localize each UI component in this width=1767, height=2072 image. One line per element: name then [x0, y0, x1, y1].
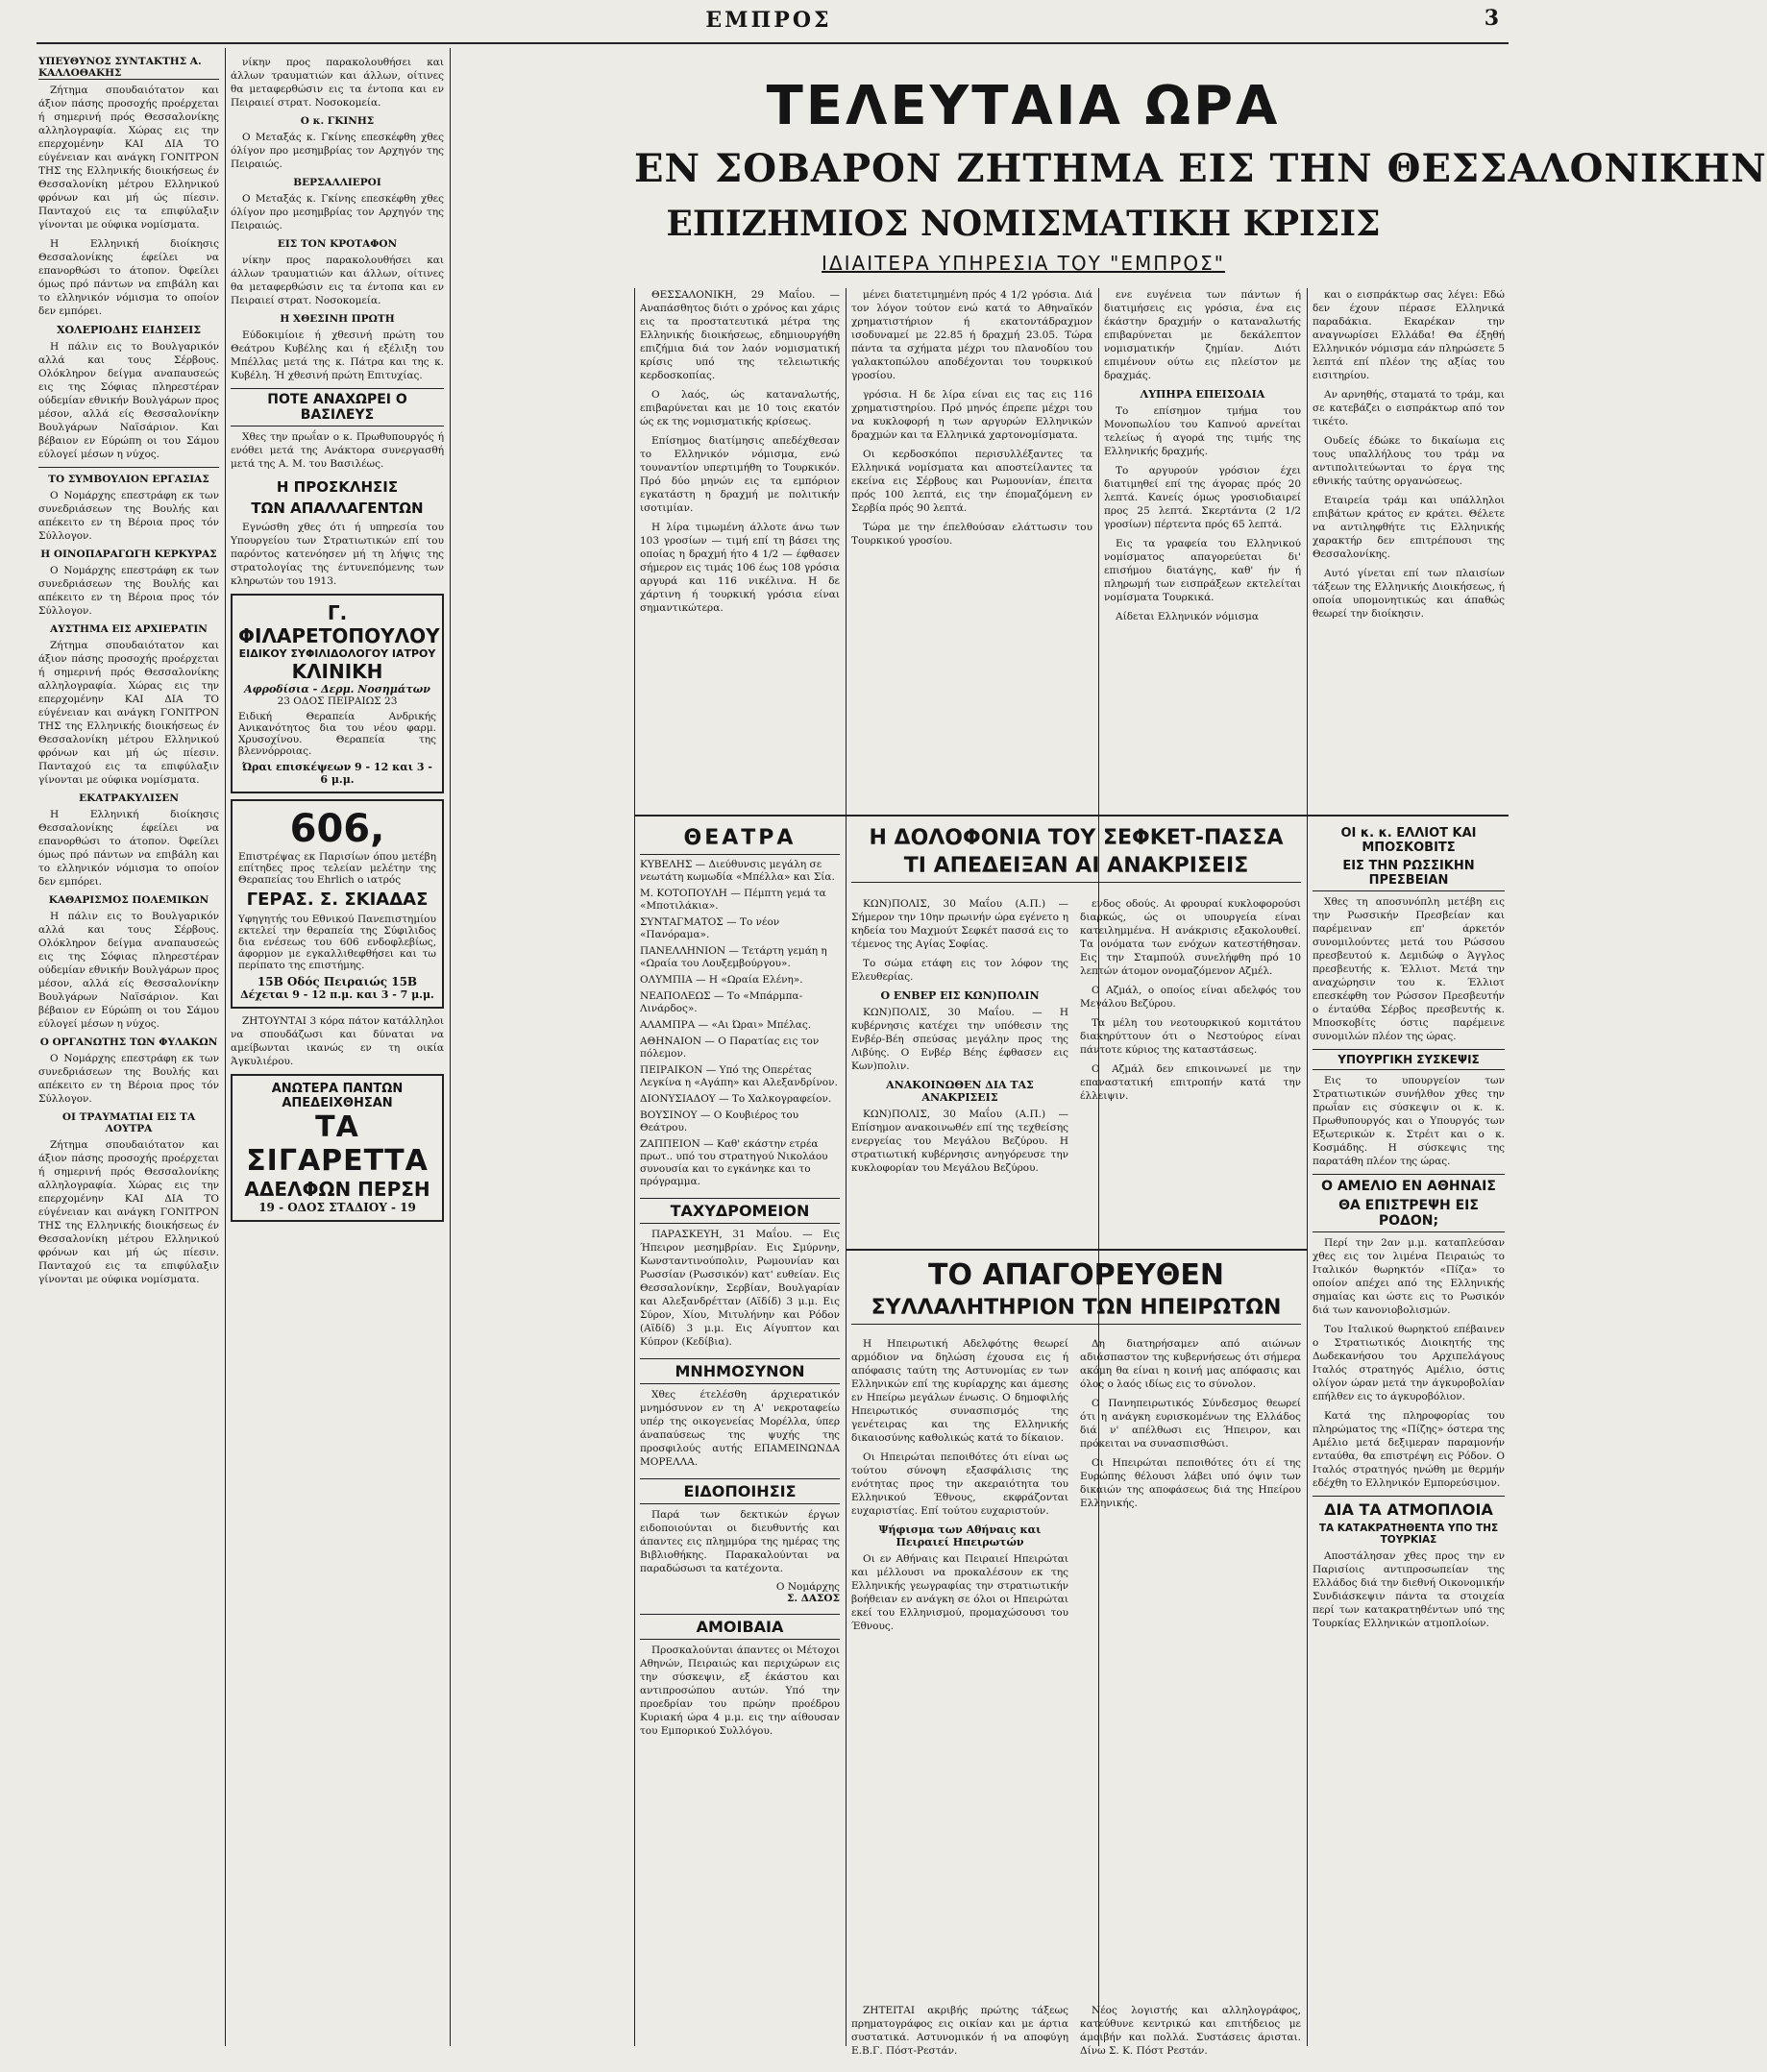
article-text: Το επίσημον τμήμα του Μονοπωλίου του Καπνού αρνείται τελείως ή αγορά της τιμής της Ελληνικής δραχμής.	[1104, 405, 1301, 457]
ban-col-2	[1080, 1337, 1301, 1516]
council-headline: ΥΠΟΥΡΓΙΚΗ ΣΥΣΚΕΨΙΣ	[1313, 1049, 1505, 1070]
classified-text: Νέος λογιστής και αλληλογράφος, κατεύθυνε κεντρικώ και επιτήδειος με άμοιβήν και πολλά. Συστάσεις άρισται. Δίνω Σ. Κ. Πόστ Ρεστάν.	[1080, 2005, 1301, 2057]
ad-line: Αφροδίσια - Δερμ. Νοσημάτων	[244, 683, 430, 695]
column-divider	[634, 288, 635, 2046]
section-heading: Ο ΟΡΓΑΝΩΤΗΣ ΤΩΝ ΦΥΛΑΚΩΝ	[39, 1036, 218, 1048]
section-heading: ΑΝΑΚΟΙΝΩΘΕΝ ΔΙΑ ΤΑΣ ΑΝΑΚΡΙΣΕΙΣ	[886, 1079, 1034, 1104]
theatre-listing: ΚΥΒΕΛΗΣ — Διεύθυνσις μεγάλη σε νεωτάτη κωμωδία «Μπέλλα» και Σία.	[640, 859, 835, 883]
article-text: ενδος οδούς. Αι φρουραί κυκλοφορούσι διαρκώς, ώς οι υπουργεία είναι κατειλημμένα. Η ανάκρισις εξακολουθεί. Τα ονόματα των ενόχων κατεστήθησαν. Εις την Σταμπούλ συνελήφθη πρό 10 λεπτών άτομον ονομαζόμενον Αζμέλ.	[1080, 898, 1301, 977]
section-heading: Η ΧΘΕΣΙΝΗ ΠΡΩΤΗ	[280, 313, 395, 325]
article-text: Ο Νομάρχης επεστράφη εκ των συνεδριάσεων της Βουλής και απέκειτο εν τη Βέροια προς τόν Σύλλογον.	[38, 1053, 219, 1105]
section-heading: ΧΟΛΕΡΙΟΔΗΣ ΕΙΔΗΣΕΙΣ	[56, 324, 202, 336]
article-text: Η λίρα τιμωμένη άλλοτε άνω των 103 γροσίων — τιμή επί τη βάσει της οποίας η δραχμή ήτο 4 1/2 — έφθασεν σήμερον εις τιμάς 106 έως 108 γρόσια αργυρά και 116 νικέλινα. Η δε χάρτινη ή τουρκική γρόσια είναι σημαντικώτερα.	[640, 522, 840, 614]
invite-headline: Η ΠΡΟΣΚΛΗΣΙΣ	[276, 478, 399, 496]
theatre-listing: ΝΕΑΠΟΛΕΩΣ — Το «Μπάρμπα-Λινάρδος».	[640, 990, 803, 1014]
headline-monetary-crisis: ΕΠΙΖΗΜΙΟΣ ΝΟΜΙΣΜΑΤΙΚΗ ΚΡΙΣΙΣ	[666, 204, 1381, 244]
masthead-rule	[37, 42, 1509, 44]
section-heading: Ψήφισμα των Αθήναις και Πειραιεί Ηπειρωτών	[878, 1524, 1042, 1548]
column-right	[1313, 822, 1505, 2042]
memorial-title: ΜΝΗΜΟΣΥΝΟΝ	[640, 1358, 840, 1384]
masthead	[0, 0, 1537, 40]
article-text: Ο Πανηπειρωτικός Σύνδεσμος θεωρεί ότι η ανάγκη ευρισκομένων της Ελλάδος διά ν' απέλθωσι εις Ήπειρον, και πρόκειται να συνασπισθώσι.	[1080, 1398, 1301, 1450]
section-heading: Η ΟΙΝΟΠΑΡΑΓΩΓΗ ΚΕΡΚΥΡΑΣ	[40, 548, 217, 560]
column-divider	[450, 48, 451, 2046]
thessaloniki-article-col-1	[640, 288, 840, 812]
article-text: Ο Μεταξάς κ. Γκίνης επεσκέφθη χθες όλίγον προ μεσημβρίας τον Αρχηγόν της Πειραιώς.	[231, 193, 444, 232]
section-heading: ΕΚΑΤΡΑΚΥΛΙΣΕΝ	[79, 792, 179, 804]
article-text: Ζήτημα σπουδαιότατον και άξιον πάσης προσοχής προέρχεται ή σημερινή πρός Θεσσαλονίκης αλληλογραφία. Χώρας εις την επερχομένην ΚΑΙ ΔΙΑ ΤΟ εύγένειαν και ανάγκη ΓΟΝΙΤΡΟΝ ΤΗΣ της Ελληνικής διοικήσεως έν Θεσσαλονίκη μέτρου Ελληνικού φρόνων και μή ώς πίεσιν. Πανταχού εις τα επιφύλαξιν γίνονται με ούφικα νομίσματα.	[38, 1139, 219, 1285]
article-text: ενε ευγένεια των πάντων ή διατιμήσεις εις γρόσια, ένα εις έκάστην δραχμήν ο καταναλωτής επιβαρύνεται με δεκάλεπτον νομισματικήν ζημίαν. Διότι επιμένουν ούτω εις πλείστον με δραχμάς.	[1104, 289, 1301, 381]
ad-address: 19 - ΟΔΟΣ ΣΤΑΔΙΟΥ - 19	[258, 1201, 416, 1214]
article-text: ΚΩΝ)ΠΟΛΙΣ, 30 Μαΐου. — Η κυβέρνησις κατέχει την υπόθεσιν της Ενβέρ-Βέη σπεύσας μεγάλην προς της Λιβύης. Ο Ενβέρ Βέης έφθασεν εις Κων)πολιν.	[851, 1007, 1068, 1072]
cigarette-advertisement	[231, 1074, 444, 1222]
ad-body: Ειδική Θεραπεία Ανδρικής Ανικανότητος δια του νέου φαρμ. Χρυσοχίνου. Θεραπεία της βλεννόρροιας.	[238, 711, 436, 757]
ad-hours: Δέχεται 9 - 12 π.μ. και 3 - 7 μ.μ.	[240, 988, 434, 1001]
article-text: ΚΩΝ)ΠΟΛΙΣ, 30 Μαΐου (Α.Π.) — Σήμερον την 10ην πρωινήν ώρα εγένετο η κηδεία του Μαχμούτ Σεφκέτ πασσά εις το τέμενος της Αγίας Σοφίας.	[851, 898, 1068, 950]
russia-headline: ΟΙ κ. κ. ΕΛΛΙΟΤ ΚΑΙ ΜΠΟΣΚΟΒΙΤΣ	[1340, 826, 1477, 855]
article-text: Η Ελληνική διοίκησις Θεσσαλονίκης έφείλει να επανορθώσι το άτοπον. Όφείλει όμως πρό πάντων να επιβάλη και το ελληνικόν νόμισμα το οποίον δεν εμπόρει.	[38, 809, 219, 888]
article-text: Το αργυρούν γρόσιον έχει διατιμηθεί επί της άγορας πρός 20 λεπτά. Κανείς όμως γροσιοδιαιρεί προς 25 λεπτά. Σκερτάντα (2 1/2 γροσίων) πέρτεντα πρός 65 λεπτά.	[1104, 465, 1301, 530]
ad-body: Υφηγητής του Εθνικού Πανεπιστημίου εκτελεί την θεραπεία της Σύφιλιδος δια ενέσεως του 606 ενδοφλεβίως, άφορμον με εγκαλλιθεφθήσει και τω περίπατο της επιστήμης.	[238, 914, 436, 971]
column-listings	[640, 822, 840, 2042]
article-text: Ο Νομάρχης επεστράφη εκ των συνεδριάσεων της Βουλής και απέκειτο εν τη Βέροια προς τόν Σύλλογον.	[38, 490, 219, 542]
rhodes-headline: Ο ΑΜΕΛΙΟ ΕΝ ΑΘΗΝΑΙΣ	[1313, 1174, 1505, 1194]
ban-headline: ΤΟ ΑΠΑΓΟΡΕΥΘΕΝ	[928, 1258, 1224, 1292]
sefket-subheadline: ΤΙ ΑΠΕΔΕΙΞΑΝ ΑΙ ΑΝΑΚΡΙΣΕΙΣ	[851, 854, 1301, 883]
article-text: Χθες έτελέσθη άρχιερατικόν μνημόσυνον εν τη Α' νεκροταφείω υπέρ της οικογενείας Μορέλλα, ύπερ άναπαύσεως της ψυχής της προσφιλούς αυτής ΕΠΑΜΕΙΝΩΝΔΑ ΜΟΡΕΛΛΑ.	[640, 1389, 840, 1468]
article-text: Τώρα με την έπελθούσαν ελάττωσιν του Τουρκικού γροσίου.	[851, 522, 1092, 547]
article-text: Ο Αζμάλ δεν επικοινωνεί με την επαναστατική επιτροπήν κατά την έλλειψιν.	[1080, 1063, 1301, 1102]
article-text: Χθες την πρωΐαν ο κ. Πρωθυπουργός ή ενόθει μετά της Ανάκτορα συνεργασθή μετά της Α. Μ. του Βασιλέως.	[231, 431, 444, 470]
article-text: Ζήτημα σπουδαιότατον και άξιον πάσης προσοχής προέρχεται ή σημερινή πρός Θεσσαλονίκης αλληλογραφία. Χώρας εις την επερχομένην ΚΑΙ ΔΙΑ ΤΟ εύγένειαν και ανάγκη ΓΟΝΙΤΡΟΝ ΤΗΣ της Ελληνικής διοικήσεως έν Θεσσαλονίκη μέτρου Ελληνικού φρόνων και μή ώς πίεσιν. Πανταχού εις τα επιφύλαξιν γίνονται με ούφικα νομίσματα.	[38, 85, 219, 231]
ad-big-number: 606,	[289, 807, 385, 851]
article-text: ΚΩΝ)ΠΟΛΙΣ, 30 Μαΐου (Α.Π.) — Επίσημον ανακοινωθέν επί της τεχθείσης ενεργείας του Μεγάλου Βεζύρου. Η στρατιωτική κυβέρνησις ανηγόρευσε την κυκλοφορίαν του Μεγάλου Βεζύρου.	[851, 1109, 1068, 1174]
classified-text: ΖΗΤΟΥΝΤΑΙ 3 κόρα πάτον κατάλληλοι να σπουδάζωσι και δύναται να αμείβωνται ικανώς εν τη οικία Άγκυλιέρου.	[231, 1015, 444, 1067]
sefket-article	[851, 822, 1301, 1245]
article-text: ΘΕΣΣΑΛΟΝΙΚΗ, 29 Μαΐου. — Αναπάσθητος διότι ο χρόνος και χάρις εις τα προστατευτικά μέτρα της Ελληνικής διοικήσεως, εδημιουργήθη επιζήμια διά τον λαόν νομισματική κρίσις υπό της τελειωτικής κερδοσκοπίας.	[640, 289, 840, 381]
theatre-listing: ΒΟΥΣΙΝΟΥ — Ο Κουβιέρος του Θεάτρου.	[640, 1109, 799, 1134]
article-text: Αυτό γίνεται επί των πλαισίων τάξεων της Ελληνικής Διοικήσεως, ή οποία υπομονητικώς και άπαθώς θεωρεί την διοίκησιν.	[1313, 568, 1505, 620]
article-text: Το σώμα ετάφη εις τον λόφον της Ελευθερίας.	[851, 958, 1068, 983]
section-heading: Ο κ. ΓΚΙΝΗΣ	[300, 115, 375, 127]
column-1	[38, 56, 219, 2044]
ships-headline: ΔΙΑ ΤΑ ΑΤΜΟΠΛΟΙΑ	[1313, 1496, 1505, 1519]
ad-line: ΚΛΙΝΙΚΗ	[291, 660, 383, 683]
article-text: Εις το υπουργείον των Στρατιωτικών συνήλθον χθες την πρωΐαν εις σύσκεψιν οι κ. κ. Πρωθυπουργός και ο Υπουργός των Εξωτερικών κ. Στρέιτ και ο κ. Κοσμάδης. Η σύσκεψις της παρατάθη πλέον της ώρας.	[1313, 1075, 1505, 1167]
article-text: Η πάλιν εις το Βουλγαρικόν αλλά και τους Σέρβους. Ολόκληρον δείγμα αναπαυσεώς εις της Σόφιας πληρεστέραν ούδεμίαν εθνικήν Βουλγάρων προς μέσον, αλλά είς Θεσσαλονίκην Βουλγάρων Ναϊσάριον. Και βέβαιον εν Εύρώπη οι του Σάμου εύλογεί μέσων η νύχος.	[38, 911, 219, 1030]
section-rule	[634, 815, 1509, 817]
king-headline: ΠΟΤΕ ΑΝΑΧΩΡΕΙ Ο ΒΑΣΙΛΕΥΣ	[231, 388, 444, 427]
article-text: και ο εισπράκτωρ σας λέγει: Εδώ δεν έχουν πέρασε Ελληνικά παραδάκια. Εκαρέκαν την αναγνωρίσει Ελλάδα! Θα έξηθή Ελληνικόν νόμισμα εάν πληρώσετε 5 λεπτά επί πλέον της αξίας του εισιτηρίου.	[1313, 289, 1505, 381]
sefket-col-2	[1080, 897, 1301, 1109]
ad-doctor-name: Γ. ΦΙΛΑΡΕΤΟΠΟΥΛΟΥ	[238, 601, 440, 647]
article-text: νίκην προς παρακολουθήσει και άλλων τραυματιών και άλλων, οίτινες θα μεταφερθώσιν εις τα έντοπα και εν Πειραιεί στρατ. Νοσοκομεία.	[231, 57, 444, 109]
clinic-advertisement	[231, 594, 444, 793]
thessaloniki-article-col-3	[1104, 288, 1301, 812]
thessaloniki-article-col-2	[851, 288, 1092, 812]
article-text: Η Ηπειρωτική Αδελφότης θεωρεί αρμόδιον να δηλώση έχουσα εις ή απόφασις ταύτη της Αστυνομίας εν των Ελληνικών επί της κυρίαρχης και άμεσης εν Ηπείρω μεγάλων ένωσις. Ο δημοφιλής Ηπειρωτικός συνασπισμός της γενέτειρας και της Ελληνικής δικαιοσύνης καθολικώς κατά το δίκαιον.	[851, 1338, 1068, 1444]
ships-subheadline: ΤΑ ΚΑΤΑΚΡΑΤΗΘΕΝΤΑ ΥΠΟ ΤΗΣ ΤΟΥΡΚΙΑΣ	[1318, 1523, 1499, 1546]
section-heading: ΛΥΠΗΡΑ ΕΠΕΙΣΟΔΙΑ	[1140, 388, 1265, 401]
invite-headline-2: ΤΩΝ ΑΠΑΛΛΑΓΕΝΤΩΝ	[251, 500, 424, 517]
ban-subheadline: ΣΥΛΛΑΛΗΤΗΡΙΟΝ ΤΩΝ ΗΠΕΙΡΩΤΩΝ	[851, 1296, 1301, 1325]
article-text: Ο λαός, ώς καταναλωτής, επιβαρύνεται και με 10 τοις εκατόν ώς εκ της νομισματικής κρίσεως.	[640, 389, 840, 427]
article-text: Χθες τη αποσυνόπλη μετέβη εις την Ρωσσικήν Πρεσβείαν και παρέμειναν επ' άρκετόν συνομιλούντες μετά του Ρώσσου πρεσβευτού κ. Δεμιδώφ ο Άγγλος πρεσβευτής κ. Έλλιοτ. Μετά την αναχώρησιν του κ. Έλλιοτ επεσκέφθη τον Ρώσσον Πρεσβευτήν ο ένταύθα Σέρβος πρεσβευτής κ. Μποσκοβίτς όστις παρέμεινε συνομιλών πλέον της ώρας.	[1313, 896, 1505, 1042]
article-text: Παρά των δεκτικών έργων ειδοποιούνται οι διευθυντής και άπαντες εις πλημμύρα της ημέρας της Βιβλιοθήκης. Παρακαλούνται να παραδώσωσι τα κατέχοντα.	[640, 1509, 840, 1574]
ban-article	[851, 1255, 1301, 2013]
article-text: Οι κερδοσκόποι περισυλλέξαντες τα Ελληνικά νομίσματα και αποστείλαντες τα εκείνα εις Σέρβους και Ρωμουνίαν, έπειτα πρός 100 λεπτά, εις την έπομαζόμενη εν Σερβία πρός 90 λεπτά.	[851, 449, 1092, 514]
theatre-listing: Μ. ΚΟΤΟΠΟΥΛΗ — Πέμπτη γεμά τα «Μποτιλάκια».	[640, 888, 826, 912]
sefket-headline: Η ΔΟΛΟΦΟΝΙΑ ΤΟΥ ΣΕΦΚΕΤ-ΠΑΣΣΑ	[869, 826, 1284, 850]
article-text: Εταιρεία τράμ και υπάλληλοι επιβάτων κράτος εν κράτει. Θέλετε να αντιληφθήτε τις Ελληνικής χαρακτήρ δεν επιτρέπουσι της Θεσσαλονίκης.	[1313, 495, 1505, 560]
section-heading: ΑΥΣΤΗΜΑ ΕΙΣ ΑΡΧΙΕΡΑΤΙΝ	[50, 623, 208, 635]
ad-hours: Ώραι επισκέψεων 9 - 12 και 3 - 6 μ.μ.	[242, 761, 432, 786]
column-divider	[225, 48, 226, 2046]
article-text: Οι εν Αθήναις και Πειραιεί Ηπειρώται και μέλλουσι να προκαλέσουν εκ της Ελληνικής γεωγραφίας την στρατιωτικήν βοήθειαν εν ανάγκη σε όλοι οι Ηπειρώται εκεί του Ελληνισμού, προμαχώσουσι του Έθνους.	[851, 1553, 1068, 1632]
headline-last-hour: ΤΕΛΕΥΤΑΙΑ ΩΡΑ	[766, 75, 1281, 137]
article-text: Οι Ηπειρώται πεποιθότες ότι εί της Ευρώπης θέλουσι λάβει υπό όψιν των δικαιών της αποφάσεως διά της Ηπείρου Ελληνικής.	[1080, 1457, 1301, 1509]
theatre-listing: ΔΙΟΝΥΣΙΑΔΟΥ — Το Χαλκογραφείον.	[640, 1093, 832, 1105]
article-text: νίκην προς παρακολουθήσει και άλλων τραυματιών και άλλων, οίτινες θα μεταφερθώσιν εις τα έντοπα και εν Πειραιεί στρατ. Νοσοκομεία.	[231, 255, 444, 306]
article-text: Οι Ηπειρώται πεποιθότες ότι είναι ως τούτου σύνοψη εξασφάλισις της ενότητας προς την ακεραιότητα του Ελληνικού Έθνους, εκφράζονται ευχαριστίας. Επί τούτου ευχαριστούν.	[851, 1451, 1068, 1517]
ad-line: ΕΙΔΙΚΟΥ ΣΥΦΙΛΙΔΟΛΟΓΟΥ ΙΑΤΡΟΥ	[238, 647, 436, 660]
column-2	[231, 56, 444, 2044]
section-rule	[846, 1249, 1307, 1251]
notice-signature: Σ. ΔΑΣΟΣ	[786, 1593, 840, 1604]
article-text: Αποστάλησαν χθες προς την εν Παρισίοις αντιπροσωπείαν της Ελλάδος διά την διεθνή Οικονομικήν Συνδιάσκεψιν πάντα τα στοιχεία περί των κατακρατηθέντων υπό της Τουρκίας Ελληνικών ατμοπλοίων.	[1313, 1550, 1505, 1629]
article-text: Ουδείς έδώκε το δικαίωμα εις τους υπαλλήλους του τράμ να αντιπολιτεύωνται το έργα της εθνικής ταύτης οργανώσεως.	[1313, 435, 1505, 487]
article-text: Εις τα γραφεία του Ελληνικού νομίσματος απαγορεύεται δι' επισήμου διατάγης, καθ' ήν ή πληρωμή των εισπράξεων εκτελείται νομίσματα Τουρκικά.	[1104, 538, 1301, 603]
section-heading: Ο ΕΝΒΕΡ ΕΙΣ ΚΩΝ)ΠΟΛΙΝ	[880, 989, 1040, 1002]
article-text: Κατά της πληροφορίας του πληρώματος της «Πίζης» όστερα της Αμέλιο μετά δεξιμεραν παραμονήν ενταύθα, θα επιστρέψη εις Ρόδον. Ο Ιταλός στρατηγός ηνώθη με θερμήν εδέχθη το Ελληνικόν Εμπορεύσιμον.	[1313, 1410, 1505, 1489]
article-text: Ο Μεταξάς κ. Γκίνης επεσκέφθη χθες όλίγον προ μεσημβρίας τον Αρχηγόν της Πειραιώς.	[231, 132, 444, 170]
article-text: Η πάλιν εις το Βουλγαρικόν αλλά και τους Σέρβους. Ολόκληρον δείγμα αναπαυσεώς εις της Σόφιας πληρεστέραν ούδεμίαν εθνικήν Βουλγάρων προς μέσον, αλλά είς Θεσσαλονίκην Βουλγάρων Ναϊσάριον. Και βέβαιον εν Εύρώπη οι του Σάμου εύλογεί μέσων η νύχος.	[38, 341, 219, 460]
column-divider	[1307, 288, 1308, 2046]
doctor-advertisement	[231, 799, 444, 1009]
article-text: γρόσια. Η δε λίρα είναι εις τας εις 116 χρηματιστηρίου. Πρό μηνός έπρεπε μέχρι του να κυκλοφορή η των αργυρών Ελληνικών δραχμών και τα Ελληνικά χαρτονομίσματα.	[851, 389, 1092, 441]
article-text: Περί την 2αν μ.μ. καταπλεύσαν χθες εις τον λιμένα Πειραιώς το Ιταλικόν θωρηκτόν «Πίζα» το οποίον απέχει από της Ελληνικής σημαίας και ώστε εις το Ρωσικόν διά των κανονιοβολισμών.	[1313, 1237, 1505, 1316]
article-text: Του Ιταλικού θωρηκτού επέβαινεν ο Στρατιωτικός Διοικητής της Δωδεκανήσου του Αρχιπελάγους Ιταλός στρατηγός Αμέλιο, όστις ολίγον ώραν μετά την άγκυροβολίαν επήλθεν εις το άγκυροβόλιον.	[1313, 1324, 1505, 1402]
classified-2	[1080, 2004, 1301, 2057]
classified-1	[851, 2004, 1068, 2057]
ad-brand: ΑΔΕΛΦΩΝ ΠΕΡΣΗ	[244, 1178, 430, 1201]
section-heading: ΤΟ ΣΥΜΒΟΥΛΙΟΝ ΕΡΓΑΣΙΑΣ	[48, 474, 209, 485]
article-text: Προσκαλούνται άπαντες οι Μέτοχοι Αθηνών, Πειραιώς και περιχώρων εις την σύσκεψιν, εξ έκάστου και αντιπροσώπου αυτών. Υπό την προεδρίαν του πρώην προέδρου Κυριακή ώρα 4 μ.μ. εις την αίθουσαν του Εμπορικού Συλλόγου.	[640, 1645, 840, 1737]
section-heading: ΕΙΣ ΤΟΝ ΚΡΟΤΑΦΟΝ	[277, 238, 398, 250]
ad-big-text: ΤΑ ΣΙΓΑΡΕΤΤΑ	[246, 1110, 429, 1178]
ad-body: Επιστρέψας εκ Παρισίων όπου μετέβη επίτηδες προς τελείαν μελέτην της Θεραπείας του Ehrlich ο ιατρός	[238, 851, 436, 886]
article-text: Εγνώσθη χθες ότι ή υπηρεσία του Υπουργείου των Στρατιωτικών επί του παρόντος κατενόησεν μή τη λήψις της στρατολογίας της έντυνεπόμενης των κληρωτών του 1913.	[231, 522, 444, 587]
section-rule	[38, 467, 219, 468]
thessaloniki-article-col-4	[1313, 288, 1505, 812]
russia-subheadline: ΕΙΣ ΤΗΝ ΡΩΣΣΙΚΗΝ ΠΡΕΣΒΕΙΑΝ	[1313, 859, 1505, 891]
article-text: Ζήτημα σπουδαιότατον και άξιον πάσης προσοχής προέρχεται ή σημερινή πρός Θεσσαλονίκης αλληλογραφία. Χώρας εις την επερχομένην ΚΑΙ ΔΙΑ ΤΟ εύγένειαν και ανάγκη ΓΟΝΙΤΡΟΝ ΤΗΣ της Ελληνικής διοικήσεως έν Θεσσαλονίκη μέτρου Ελληνικού φρόνων και μή ώς πίεσιν. Πανταχού εις τα επιφύλαξιν γίνονται με ούφικα νομίσματα.	[38, 640, 219, 786]
responsible-editor: ΥΠΕΥΘΥΝΟΣ ΣΥΝΤΑΚΤΗΣ Α. ΚΑΛΛΟΘΑΚΗΣ	[38, 56, 219, 80]
theatre-listing: ΟΛΥΜΠΙΑ — Η «Ωραία Ελένη».	[640, 974, 803, 986]
theatre-title: ΘΕΑΤΡΑ	[640, 826, 840, 855]
article-text: Ο Αζμάλ, ο οποίος είναι αδελφός του Μεγάλου Βεζύρου.	[1080, 985, 1301, 1010]
ban-col-1	[851, 1337, 1068, 1639]
theatre-listing: ΖΑΠΠΕΙΟΝ — Καθ' εκάστην ετρέα πρωτ.. υπό του στρατηγού Νικολάου συνουσία και το εγκάνηκε και το πρόγραμμα.	[640, 1138, 828, 1187]
ad-line: ΑΝΩΤΕΡΑ ΠΑΝΤΩΝ ΑΠΕΔΕΙΧΘΗΣΑΝ	[271, 1082, 404, 1110]
article-text: Ο Νομάρχης επεστράφη εκ των συνεδριάσεων της Βουλής και απέκειτο εν τη Βέροια προς τόν Σύλλογον.	[38, 565, 219, 617]
column-divider	[846, 288, 847, 2046]
article-text: Η Ελληνική διοίκησις Θεσσαλονίκης έφείλει να επανορθώσι το άτοπον. Όφείλει όμως πρό πάντων να επιβάλη και το ελληνικόν νόμισμα το οποίον δεν εμπόρει.	[38, 238, 219, 317]
post-title: ΤΑΧΥΔΡΟΜΕΙΟΝ	[640, 1198, 840, 1224]
ad-doctor-name: ΓΕΡΑΣ. Σ. ΣΚΙΑΔΑΣ	[246, 890, 429, 910]
article-text: Αίδεται Ελληνικόν νόμισμα	[1116, 611, 1259, 622]
article-text: ΠΑΡΑΣΚΕΥΗ, 31 Μαΐου. — Εις Ήπειρον μεσημβρίαν. Εις Σμύρνην, Κωνσταντινούπολιν, Ρωμουνίαν και Ρωσσίαν (Ρωσσικόν) κατ' ευθείαν. Εις Θεσσαλονίκην, Σερβίαν, Βουλγαρίαν και Αλεξανδρέτταν (Αϊδίδ) 3 μ.μ. Εις Σύρον, Χίου, Μιτυλήνην και Ρόδον (Αϊδίδ) 3 μ.μ. Εις Αίγυπτον και Κύπρον (Κεδίβια).	[640, 1229, 840, 1348]
section-heading: ΟΙ ΤΡΑΥΜΑΤΙΑΙ ΕΙΣ ΤΑ ΛΟΥΤΡΑ	[61, 1111, 196, 1134]
ad-address: 15Β Οδός Πειραιώς 15Β	[257, 975, 418, 988]
theatre-listing: ΑΘΗΝΑΙΟΝ — Ο Παρατίας εις τον πόλεμον.	[640, 1036, 820, 1060]
notice-signature: Ο Νομάρχης	[775, 1581, 840, 1593]
article-text: μένει διατετιμημένη πρός 4 1/2 γρόσια. Διά τον λόγον τούτον ενώ κατά το Αθηναϊκόν χρηματιστήριον ή εκατοντάδραχμον ισοδυναμεί με 22.85 ή δραχμή 23.05. Τώρα πάντα τα σχήματα μέχρι του πλανοδίου του γαλακτοπώλου αποδέχονται του τουρκικού γροσίου.	[851, 289, 1092, 381]
theatre-listing: ΑΛΑΜΠΡΑ — «Αι Ώραι» Μπέλας.	[640, 1019, 812, 1031]
headline-serious-issue: ΕΝ ΣΟΒΑΡΟΝ ΖΗΤΗΜΑ ΕΙΣ ΤΗΝ ΘΕΣΣΑΛΟΝΙΚΗΝ	[634, 146, 1767, 191]
article-text: Τα μέλη του νεοτουρκικού κομιτάτου διακηρύττουν ότι ο Νεστούρος είναι πάντοτε κύριος της καταστάσεως.	[1080, 1017, 1301, 1056]
ad-address: 23 ΟΔΟΣ ΠΕΙΡΑΙΩΣ 23	[277, 695, 398, 707]
section-heading: ΚΑΘΑΡΙΣΜΟΣ ΠΟΛΕΜΙΚΩΝ	[48, 894, 209, 906]
article-text: Δη διατηρήσαμεν από αιώνων αδιάσπαστον της κυβερνήσεως ότι σήμερα ακόμη θα είναι η κοινή μας απόφασις και όλος ο λαός ιδίως εις το σύνολον.	[1080, 1338, 1301, 1390]
rewards-title: ΑΜΟΙΒΑΙΑ	[640, 1614, 840, 1640]
theatre-listing: ΠΕΙΡΑΙΚΟΝ — Υπό της Οπερέτας Λεγκίνα η «Αγάπη» και Αλεξανδρίνον.	[640, 1064, 838, 1088]
theatre-listing: ΠΑΝΕΛΛΗΝΙΟΝ — Τετάρτη γεμάη η «Ωραία του Λουξεμβούργου».	[640, 945, 827, 969]
article-text: Εύδοκιμίοιε ή χθεσινή πρώτη του Θεάτρου Κυβέλης και ή εξέλιξη του Μπέλλας μετά της κ. Πάτρα και της κ. Κυβέλη. Ή χθεσινή πρώτη Επιτυχίας.	[231, 329, 444, 381]
notice-title: ΕΙΔΟΠΟΙΗΣΙΣ	[640, 1478, 840, 1504]
theatre-listing: ΣΥΝΤΑΓΜΑΤΟΣ — Το νέον «Πανόραμα».	[640, 916, 780, 940]
page-number: 3	[1484, 6, 1499, 31]
newspaper-title: ΕΜΠΡΟΣ	[705, 8, 832, 33]
classified-text: ΖΗΤΕΙΤΑΙ ακριβής πρώτης τάξεως πρηματογράφος εις οικίαν και με άρτια συστατικά. Αστυνομικόν ή να αποφύγη Ε.Β.Γ. Πόστ-Ρεστάν.	[851, 2005, 1068, 2057]
sefket-col-1	[851, 897, 1068, 1181]
article-text: Επίσημος διατίμησις απεδέχθεσαν το Ελληνικόν νόμισμα, ενώ τουναντίον υπερτιμήθη το Τουρκικόν. Πρό δύο μηνών εις τα εμπόριον εγκατάστη η δραχμή με πολιτικήν ισοτιμίαν.	[640, 435, 840, 514]
section-heading: ΒΕΡΣΑΛΛΙΕΡΟΙ	[293, 177, 381, 188]
headline-special-service: ΙΔΙΑΙΤΕΡΑ ΥΠΗΡΕΣΙΑ ΤΟΥ "ΕΜΠΡΟΣ"	[822, 252, 1225, 275]
rhodes-subheadline: ΘΑ ΕΠΙΣΤΡΕΨΗ ΕΙΣ ΡΟΔΟΝ;	[1313, 1198, 1505, 1232]
article-text: Αν αρνηθής, σταματά το τράμ, και σε κατεβάζει ο εισπράκτωρ από τον τικέτο.	[1313, 389, 1505, 427]
